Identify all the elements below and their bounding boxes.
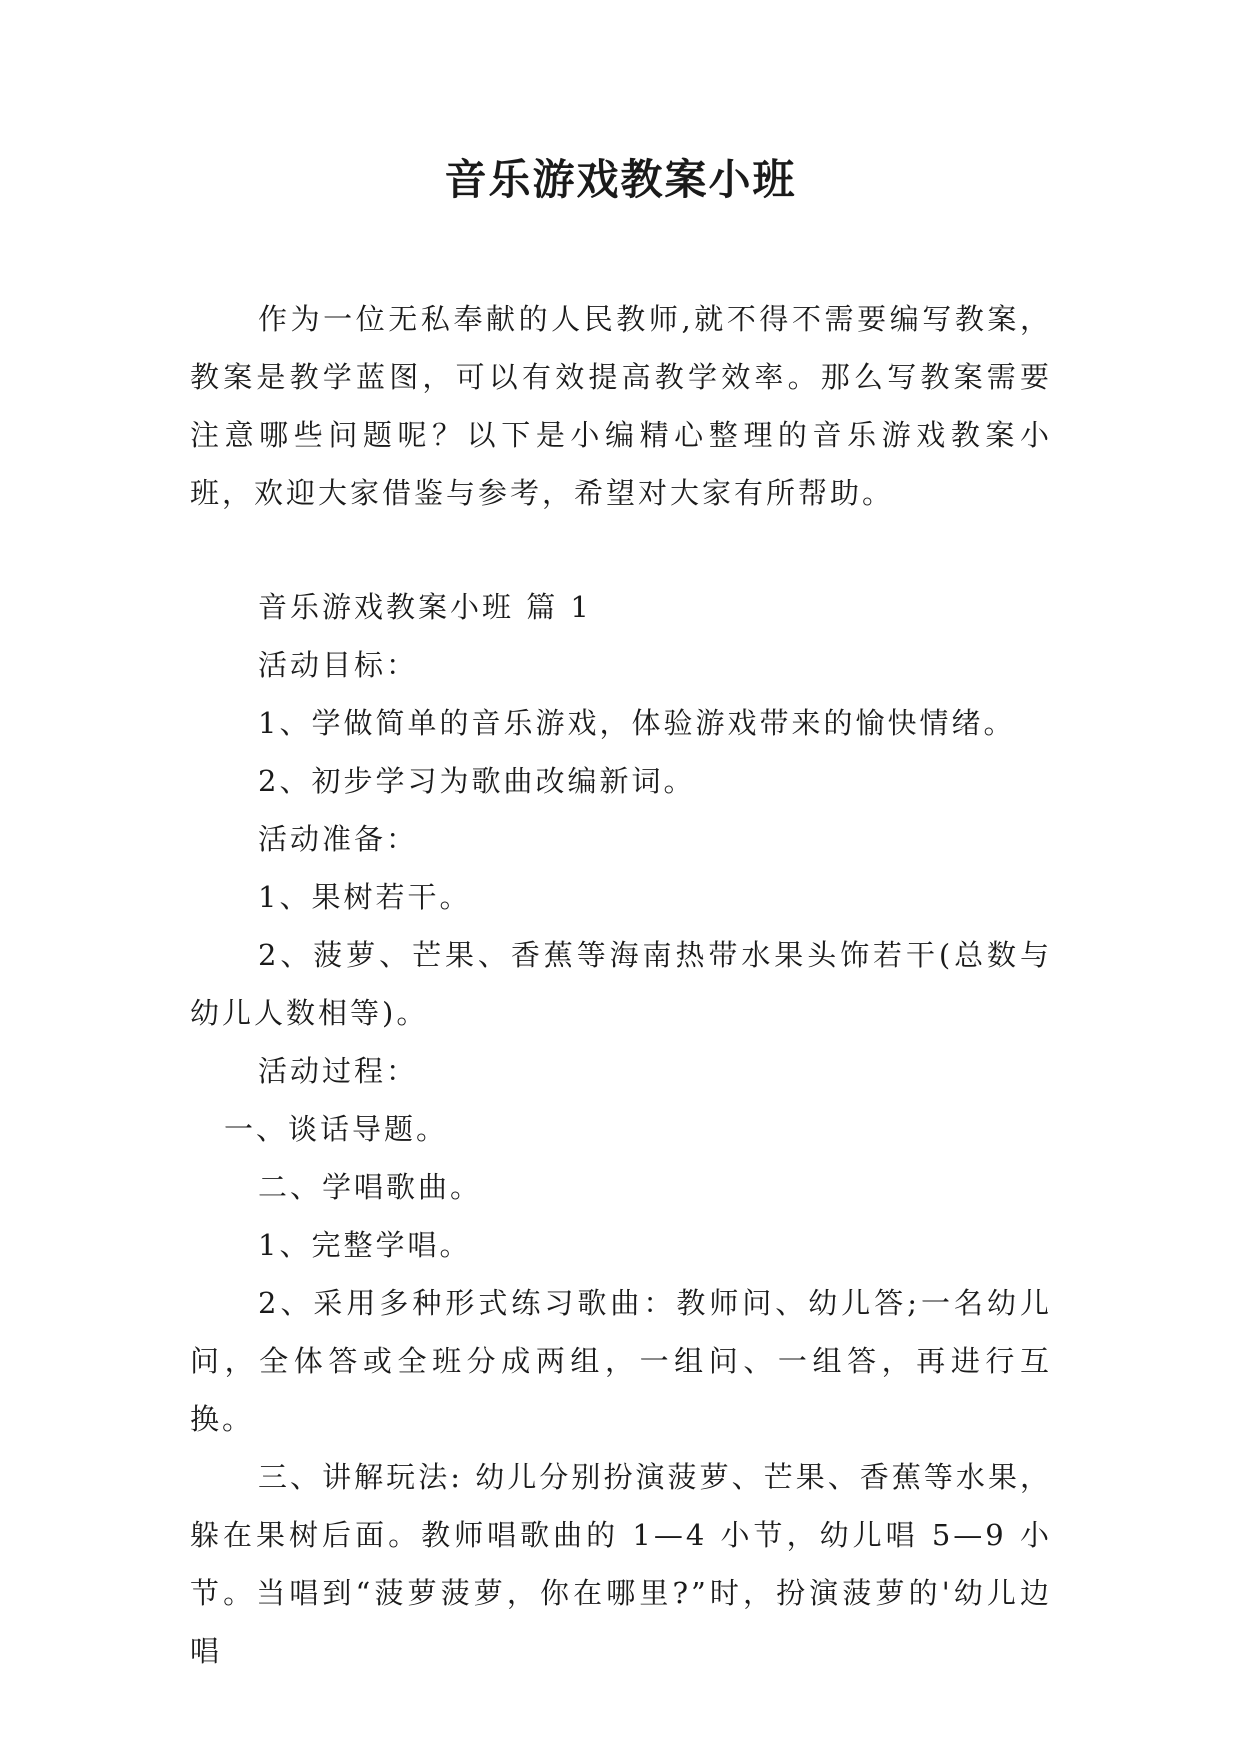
paragraph-preparation-2: 2、菠萝、芒果、香蕉等海南热带水果头饰若干(总数与幼儿人数相等)。 [190, 938, 1052, 1030]
paragraph-step-2: 二、学唱歌曲。 [258, 1170, 483, 1204]
section-heading: 音乐游戏教案小班 篇 1 [258, 590, 592, 624]
paragraph-step-1: 一、谈话导题。 [224, 1112, 449, 1146]
document-body [190, 578, 1052, 1680]
document-title: 音乐游戏教案小班 [444, 155, 797, 204]
paragraph-step-3: 三、讲解玩法: 幼儿分别扮演菠萝、芒果、香蕉等水果，躲在果树后面。教师唱歌曲的 1—4 小节，幼儿唱 5—9 小节。当唱到“菠萝菠萝，你在哪里?”时，扮演菠萝的'幼儿边唱 [190, 1460, 1052, 1668]
intro-paragraph: 作为一位无私奉献的人民教师,就不得不需要编写教案，教案是教学蓝图，可以有效提高教学效率。那么写教案需要注意哪些问题呢？以下是小编精心整理的音乐游戏教案小班，欢迎大家借鉴与参考，希望对大家有所帮助。 [190, 302, 1052, 510]
paragraph-activity-goals-label: 活动目标： [258, 648, 419, 682]
paragraph-process-label: 活动过程： [258, 1054, 419, 1088]
paragraph-step-2-1: 1、完整学唱。 [258, 1228, 472, 1262]
paragraph-step-2-2: 2、采用多种形式练习歌曲：教师问、幼儿答;一名幼儿问，全体答或全班分成两组，一组问、一组答，再进行互换。 [190, 1286, 1052, 1436]
paragraph-goal-1: 1、学做简单的音乐游戏，体验游戏带来的愉快情绪。 [258, 706, 1016, 740]
paragraph-goal-2: 2、初步学习为歌曲改编新词。 [258, 764, 696, 798]
paragraph-preparation-label: 活动准备： [258, 822, 419, 856]
paragraph-preparation-1: 1、果树若干。 [258, 880, 472, 914]
